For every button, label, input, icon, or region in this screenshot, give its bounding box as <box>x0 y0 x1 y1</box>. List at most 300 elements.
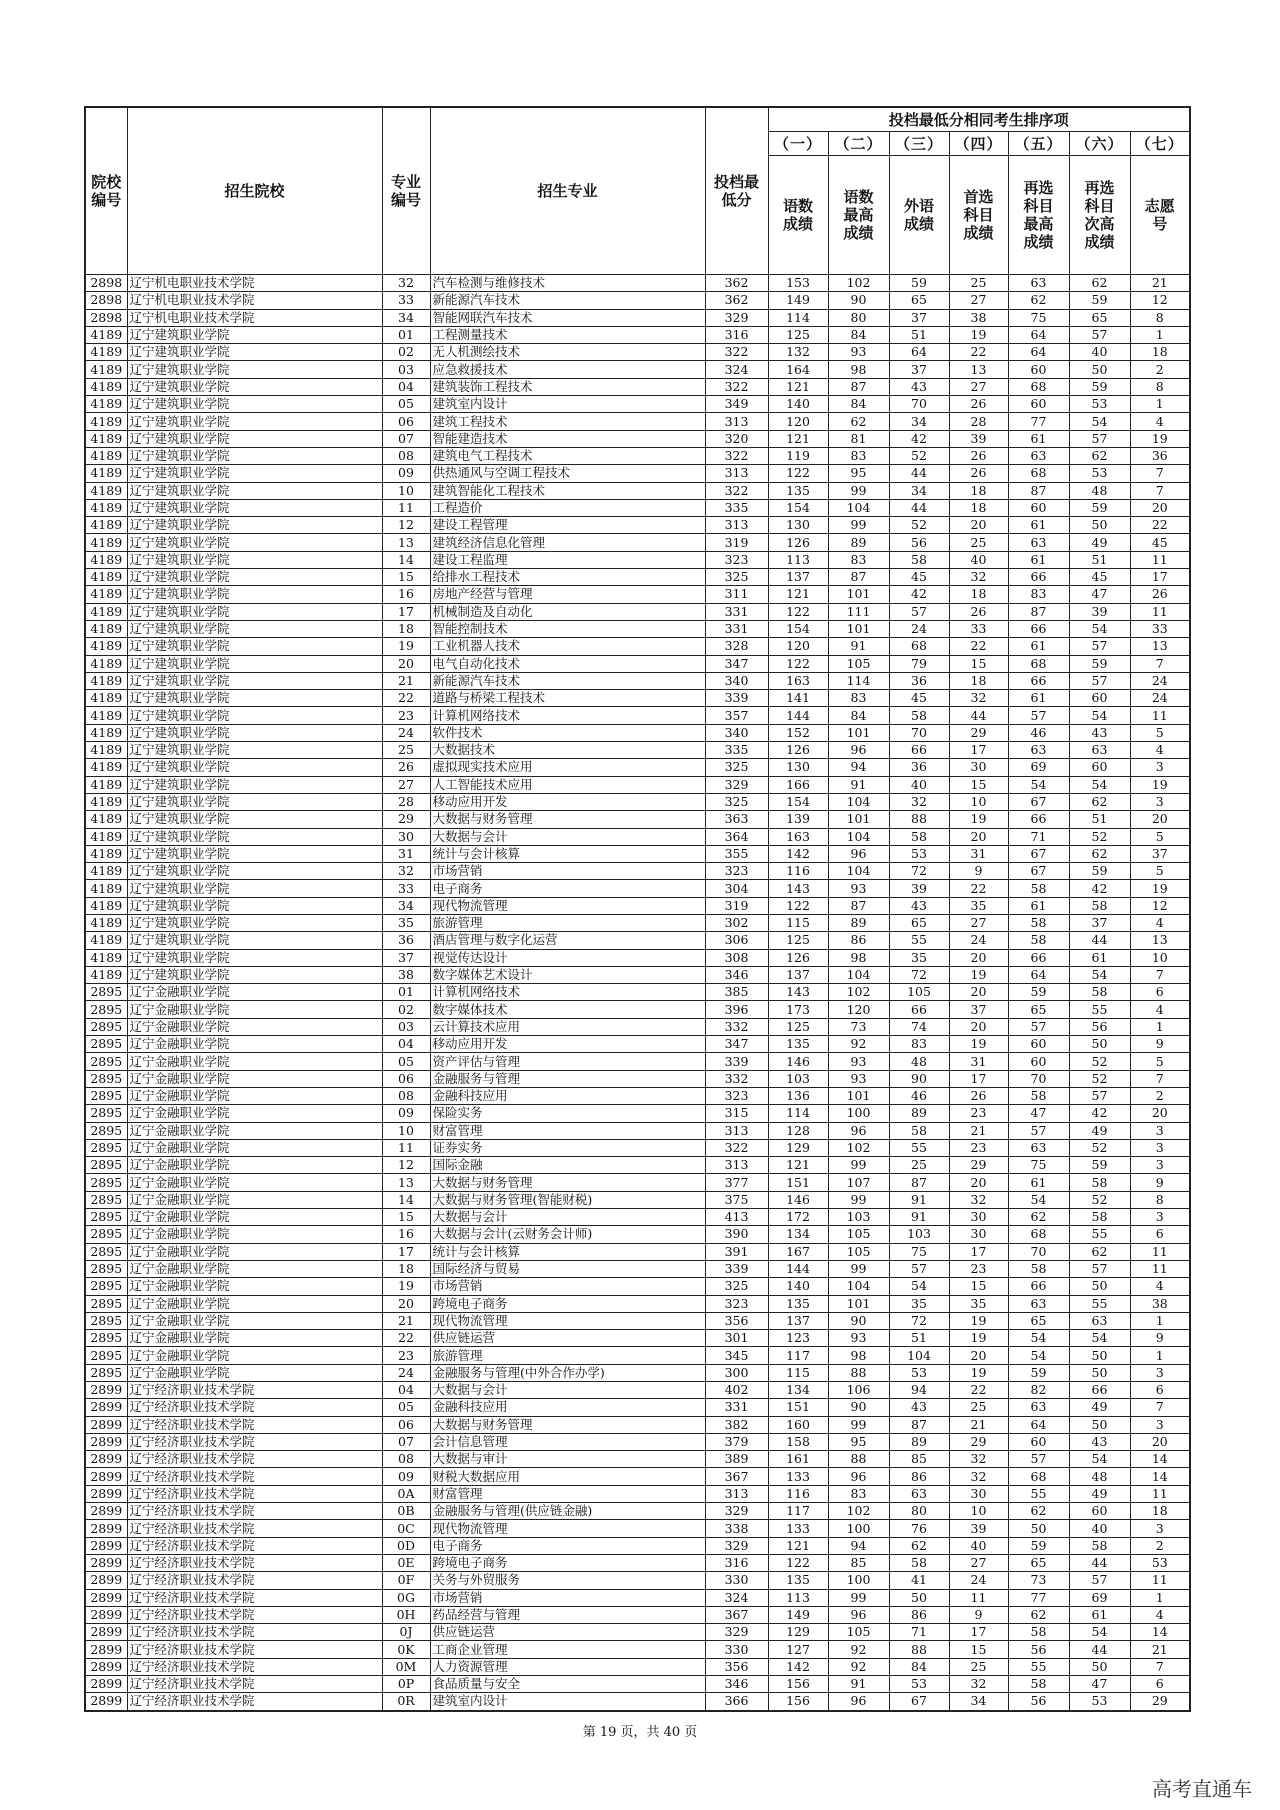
cell-score-yushu: 167 <box>768 1243 828 1260</box>
cell-school-name: 辽宁建筑职业学院 <box>127 344 382 361</box>
cell-score-yushu-max: 96 <box>828 1122 889 1139</box>
admission-score-table <box>84 106 1191 1712</box>
cell-school-code: 2898 <box>85 309 127 326</box>
cell-score-reselect-max: 61 <box>1008 638 1069 655</box>
cell-major-code: 06 <box>382 1416 430 1433</box>
cell-score-yushu: 117 <box>768 1503 828 1520</box>
cell-choice-no: 2 <box>1130 361 1190 378</box>
table-row <box>85 655 1190 672</box>
cell-major-name: 移动应用开发 <box>430 1036 705 1053</box>
cell-school-name: 辽宁经济职业技术学院 <box>127 1572 382 1589</box>
cell-choice-no: 3 <box>1130 1157 1190 1174</box>
cell-score-yushu-max: 83 <box>828 690 889 707</box>
cell-score-first-subject: 20 <box>949 949 1008 966</box>
cell-score-first-subject: 30 <box>949 1485 1008 1502</box>
cell-score-yushu-max: 99 <box>828 1589 889 1606</box>
cell-major-name: 建筑智能化工程技术 <box>430 482 705 499</box>
cell-min-score: 313 <box>705 465 768 482</box>
cell-major-code: 22 <box>382 690 430 707</box>
cell-min-score: 346 <box>705 966 768 983</box>
cell-school-name: 辽宁建筑职业学院 <box>127 949 382 966</box>
cell-major-code: 24 <box>382 724 430 741</box>
cell-score-foreign: 58 <box>889 1122 949 1139</box>
cell-score-yushu: 130 <box>768 517 828 534</box>
cell-score-reselect-max: 61 <box>1008 690 1069 707</box>
cell-min-score: 319 <box>705 897 768 914</box>
cell-school-code: 4189 <box>85 569 127 586</box>
cell-school-name: 辽宁金融职业学院 <box>127 1330 382 1347</box>
table-row <box>85 447 1190 464</box>
table-row <box>85 1364 1190 1381</box>
cell-major-code: 14 <box>382 1191 430 1208</box>
cell-score-reselect-second: 55 <box>1069 1001 1130 1018</box>
cell-choice-no: 29 <box>1130 1693 1190 1711</box>
table-row <box>85 1312 1190 1329</box>
cell-min-score: 302 <box>705 914 768 931</box>
cell-score-foreign: 54 <box>889 1278 949 1295</box>
cell-min-score: 329 <box>705 1537 768 1554</box>
cell-score-reselect-second: 43 <box>1069 1433 1130 1450</box>
cell-score-first-subject: 15 <box>949 1278 1008 1295</box>
cell-school-name: 辽宁建筑职业学院 <box>127 482 382 499</box>
cell-major-name: 金融服务与管理 <box>430 1070 705 1087</box>
cell-score-reselect-max: 56 <box>1008 1693 1069 1711</box>
cell-min-score: 413 <box>705 1209 768 1226</box>
cell-major-name: 资产评估与管理 <box>430 1053 705 1070</box>
cell-score-reselect-max: 70 <box>1008 1070 1069 1087</box>
cell-school-code: 4189 <box>85 603 127 620</box>
cell-choice-no: 13 <box>1130 932 1190 949</box>
cell-school-code: 4189 <box>85 551 127 568</box>
cell-school-name: 辽宁建筑职业学院 <box>127 707 382 724</box>
cell-school-name: 辽宁机电职业技术学院 <box>127 292 382 309</box>
cell-choice-no: 7 <box>1130 1399 1190 1416</box>
cell-major-code: 13 <box>382 1174 430 1191</box>
table-row <box>85 1070 1190 1087</box>
cell-school-code: 4189 <box>85 863 127 880</box>
cell-score-yushu-max: 91 <box>828 1676 889 1693</box>
cell-school-code: 4189 <box>85 655 127 672</box>
cell-min-score: 340 <box>705 724 768 741</box>
cell-min-score: 313 <box>705 1157 768 1174</box>
cell-choice-no: 3 <box>1130 793 1190 810</box>
cell-score-reselect-max: 63 <box>1008 534 1069 551</box>
cell-major-code: 09 <box>382 1105 430 1122</box>
table-row <box>85 1589 1190 1606</box>
cell-score-first-subject: 35 <box>949 1295 1008 1312</box>
cell-score-reselect-max: 77 <box>1008 1589 1069 1606</box>
cell-school-name: 辽宁建筑职业学院 <box>127 551 382 568</box>
cell-min-score: 325 <box>705 569 768 586</box>
cell-score-yushu: 120 <box>768 413 828 430</box>
cell-major-name: 大数据与会计 <box>430 1382 705 1399</box>
cell-score-yushu: 149 <box>768 292 828 309</box>
cell-score-yushu: 130 <box>768 759 828 776</box>
cell-min-score: 367 <box>705 1606 768 1623</box>
cell-min-score: 331 <box>705 603 768 620</box>
cell-min-score: 313 <box>705 1485 768 1502</box>
cell-score-reselect-second: 62 <box>1069 845 1130 862</box>
cell-score-reselect-second: 61 <box>1069 949 1130 966</box>
cell-score-first-subject: 10 <box>949 793 1008 810</box>
cell-major-code: 13 <box>382 534 430 551</box>
cell-score-reselect-max: 70 <box>1008 1243 1069 1260</box>
cell-score-first-subject: 20 <box>949 517 1008 534</box>
cell-school-code: 4189 <box>85 586 127 603</box>
cell-score-foreign: 87 <box>889 1416 949 1433</box>
cell-score-foreign: 34 <box>889 413 949 430</box>
cell-min-score: 322 <box>705 378 768 395</box>
table-row <box>85 1018 1190 1035</box>
cell-score-yushu-max: 62 <box>828 413 889 430</box>
table-row <box>85 534 1190 551</box>
cell-score-first-subject: 30 <box>949 759 1008 776</box>
cell-school-name: 辽宁建筑职业学院 <box>127 880 382 897</box>
cell-major-code: 08 <box>382 1087 430 1104</box>
cell-score-foreign: 87 <box>889 1174 949 1191</box>
cell-score-reselect-second: 57 <box>1069 1087 1130 1104</box>
cell-score-reselect-max: 66 <box>1008 672 1069 689</box>
cell-choice-no: 5 <box>1130 828 1190 845</box>
cell-school-code: 2895 <box>85 1122 127 1139</box>
cell-school-code: 4189 <box>85 482 127 499</box>
table-row <box>85 638 1190 655</box>
table-row <box>85 517 1190 534</box>
cell-choice-no: 4 <box>1130 413 1190 430</box>
cell-score-reselect-max: 55 <box>1008 1658 1069 1675</box>
cell-choice-no: 11 <box>1130 1243 1190 1260</box>
cell-score-reselect-max: 75 <box>1008 1157 1069 1174</box>
cell-score-first-subject: 10 <box>949 1503 1008 1520</box>
cell-score-reselect-second: 59 <box>1069 863 1130 880</box>
cell-score-reselect-max: 58 <box>1008 1260 1069 1277</box>
cell-score-yushu: 123 <box>768 1330 828 1347</box>
cell-school-code: 4189 <box>85 430 127 447</box>
cell-school-code: 2895 <box>85 1260 127 1277</box>
cell-school-name: 辽宁建筑职业学院 <box>127 603 382 620</box>
table-row <box>85 1243 1190 1260</box>
cell-school-name: 辽宁经济职业技术学院 <box>127 1693 382 1711</box>
cell-score-foreign: 90 <box>889 1070 949 1087</box>
cell-score-foreign: 58 <box>889 1554 949 1571</box>
cell-score-yushu: 103 <box>768 1070 828 1087</box>
cell-score-reselect-second: 49 <box>1069 1399 1130 1416</box>
table-row <box>85 863 1190 880</box>
cell-score-foreign: 53 <box>889 1676 949 1693</box>
cell-score-first-subject: 23 <box>949 1139 1008 1156</box>
cell-score-foreign: 24 <box>889 620 949 637</box>
cell-min-score: 347 <box>705 1036 768 1053</box>
cell-choice-no: 37 <box>1130 845 1190 862</box>
cell-score-first-subject: 32 <box>949 1191 1008 1208</box>
cell-score-foreign: 67 <box>889 1693 949 1711</box>
cell-score-first-subject: 25 <box>949 534 1008 551</box>
cell-score-yushu: 146 <box>768 1191 828 1208</box>
cell-score-reselect-max: 73 <box>1008 1572 1069 1589</box>
cell-choice-no: 22 <box>1130 517 1190 534</box>
cell-school-name: 辽宁建筑职业学院 <box>127 569 382 586</box>
cell-major-name: 计算机网络技术 <box>430 707 705 724</box>
cell-major-code: 20 <box>382 1295 430 1312</box>
cell-score-first-subject: 21 <box>949 1122 1008 1139</box>
cell-major-code: 17 <box>382 1243 430 1260</box>
cell-choice-no: 7 <box>1130 482 1190 499</box>
cell-major-code: 01 <box>382 984 430 1001</box>
table-row <box>85 1105 1190 1122</box>
cell-major-name: 食品质量与安全 <box>430 1676 705 1693</box>
cell-major-code: 05 <box>382 396 430 413</box>
cell-choice-no: 13 <box>1130 638 1190 655</box>
cell-major-code: 0H <box>382 1606 430 1623</box>
cell-score-foreign: 57 <box>889 603 949 620</box>
cell-school-code: 2899 <box>85 1416 127 1433</box>
cell-school-code: 2895 <box>85 1243 127 1260</box>
cell-major-name: 数字媒体艺术设计 <box>430 966 705 983</box>
cell-score-yushu-max: 99 <box>828 1416 889 1433</box>
cell-school-code: 2899 <box>85 1572 127 1589</box>
cell-major-code: 10 <box>382 1122 430 1139</box>
watermark-text: 高考直通车 <box>1152 1777 1252 1801</box>
cell-score-first-subject: 19 <box>949 1312 1008 1329</box>
table-row <box>85 1641 1190 1658</box>
table-row <box>85 551 1190 568</box>
cell-school-name: 辽宁金融职业学院 <box>127 1278 382 1295</box>
cell-choice-no: 3 <box>1130 759 1190 776</box>
cell-school-code: 4189 <box>85 690 127 707</box>
table-row <box>85 672 1190 689</box>
cell-score-yushu-max: 104 <box>828 828 889 845</box>
cell-score-reselect-second: 61 <box>1069 1606 1130 1623</box>
cell-school-name: 辽宁经济职业技术学院 <box>127 1416 382 1433</box>
cell-school-name: 辽宁经济职业技术学院 <box>127 1382 382 1399</box>
cell-score-yushu-max: 105 <box>828 1226 889 1243</box>
cell-score-reselect-max: 65 <box>1008 1001 1069 1018</box>
cell-min-score: 355 <box>705 845 768 862</box>
cell-school-code: 2895 <box>85 1070 127 1087</box>
cell-major-code: 04 <box>382 378 430 395</box>
cell-choice-no: 11 <box>1130 707 1190 724</box>
table-row <box>85 1036 1190 1053</box>
cell-score-foreign: 72 <box>889 863 949 880</box>
cell-score-first-subject: 24 <box>949 1572 1008 1589</box>
cell-score-foreign: 89 <box>889 1105 949 1122</box>
cell-school-code: 2895 <box>85 1139 127 1156</box>
cell-school-name: 辽宁金融职业学院 <box>127 1053 382 1070</box>
cell-score-reselect-second: 42 <box>1069 880 1130 897</box>
cell-score-foreign: 71 <box>889 1624 949 1641</box>
rank-choice-no-label: 志愿号 <box>1130 156 1190 275</box>
cell-choice-no: 3 <box>1130 1364 1190 1381</box>
cell-min-score: 329 <box>705 309 768 326</box>
cell-major-code: 26 <box>382 759 430 776</box>
cell-score-reselect-second: 59 <box>1069 292 1130 309</box>
cell-score-reselect-max: 66 <box>1008 949 1069 966</box>
cell-score-yushu: 144 <box>768 707 828 724</box>
cell-score-yushu-max: 96 <box>828 1468 889 1485</box>
cell-score-reselect-second: 52 <box>1069 1191 1130 1208</box>
cell-score-yushu-max: 101 <box>828 1087 889 1104</box>
cell-school-name: 辽宁金融职业学院 <box>127 1087 382 1104</box>
cell-school-code: 4189 <box>85 326 127 343</box>
cell-score-reselect-second: 59 <box>1069 655 1130 672</box>
cell-school-name: 辽宁金融职业学院 <box>127 1070 382 1087</box>
cell-school-name: 辽宁金融职业学院 <box>127 1036 382 1053</box>
cell-major-code: 35 <box>382 914 430 931</box>
cell-score-first-subject: 19 <box>949 1330 1008 1347</box>
cell-score-reselect-max: 57 <box>1008 1122 1069 1139</box>
cell-score-reselect-second: 57 <box>1069 672 1130 689</box>
cell-score-first-subject: 18 <box>949 499 1008 516</box>
cell-score-reselect-max: 60 <box>1008 361 1069 378</box>
table-row <box>85 361 1190 378</box>
cell-major-name: 现代物流管理 <box>430 897 705 914</box>
cell-score-yushu: 125 <box>768 1018 828 1035</box>
cell-school-name: 辽宁建筑职业学院 <box>127 811 382 828</box>
cell-score-foreign: 51 <box>889 1330 949 1347</box>
cell-major-code: 0C <box>382 1520 430 1537</box>
cell-score-foreign: 103 <box>889 1226 949 1243</box>
cell-score-first-subject: 24 <box>949 932 1008 949</box>
cell-choice-no: 7 <box>1130 1658 1190 1675</box>
cell-score-first-subject: 30 <box>949 1226 1008 1243</box>
cell-major-code: 0R <box>382 1693 430 1711</box>
cell-score-reselect-second: 49 <box>1069 1485 1130 1502</box>
cell-school-name: 辽宁建筑职业学院 <box>127 759 382 776</box>
cell-score-yushu: 120 <box>768 638 828 655</box>
cell-score-reselect-second: 62 <box>1069 1243 1130 1260</box>
cell-school-code: 4189 <box>85 880 127 897</box>
cell-major-code: 07 <box>382 430 430 447</box>
table-row <box>85 1295 1190 1312</box>
cell-school-code: 2899 <box>85 1468 127 1485</box>
cell-score-yushu: 115 <box>768 914 828 931</box>
cell-major-code: 14 <box>382 551 430 568</box>
cell-score-first-subject: 26 <box>949 603 1008 620</box>
cell-school-code: 2895 <box>85 1295 127 1312</box>
cell-score-yushu-max: 102 <box>828 1139 889 1156</box>
cell-min-score: 322 <box>705 344 768 361</box>
cell-major-name: 金融服务与管理(供应链金融) <box>430 1503 705 1520</box>
cell-score-yushu-max: 90 <box>828 1312 889 1329</box>
cell-score-reselect-max: 58 <box>1008 1624 1069 1641</box>
table-row <box>85 1209 1190 1226</box>
cell-score-reselect-max: 64 <box>1008 966 1069 983</box>
cell-score-yushu-max: 95 <box>828 1433 889 1450</box>
cell-score-reselect-second: 57 <box>1069 1572 1130 1589</box>
cell-score-yushu-max: 87 <box>828 897 889 914</box>
cell-score-yushu-max: 106 <box>828 1382 889 1399</box>
cell-min-score: 385 <box>705 984 768 1001</box>
cell-school-name: 辽宁建筑职业学院 <box>127 793 382 810</box>
cell-choice-no: 6 <box>1130 1226 1190 1243</box>
table-row <box>85 707 1190 724</box>
cell-score-reselect-max: 64 <box>1008 1416 1069 1433</box>
cell-major-name: 关务与外贸服务 <box>430 1572 705 1589</box>
cell-score-first-subject: 22 <box>949 880 1008 897</box>
cell-score-first-subject: 17 <box>949 1070 1008 1087</box>
cell-score-yushu: 122 <box>768 897 828 914</box>
cell-score-yushu-max: 96 <box>828 1606 889 1623</box>
cell-choice-no: 19 <box>1130 430 1190 447</box>
cell-score-reselect-max: 63 <box>1008 742 1069 759</box>
cell-min-score: 301 <box>705 1330 768 1347</box>
rank-yushu-max-label: 语数最高成绩 <box>828 156 889 275</box>
cell-school-name: 辽宁建筑职业学院 <box>127 776 382 793</box>
cell-school-name: 辽宁金融职业学院 <box>127 1139 382 1156</box>
cell-score-first-subject: 20 <box>949 1174 1008 1191</box>
cell-score-reselect-second: 59 <box>1069 1157 1130 1174</box>
table-row <box>85 1485 1190 1502</box>
cell-choice-no: 45 <box>1130 534 1190 551</box>
cell-score-yushu: 113 <box>768 551 828 568</box>
cell-score-first-subject: 22 <box>949 638 1008 655</box>
cell-score-first-subject: 25 <box>949 1399 1008 1416</box>
cell-score-yushu: 146 <box>768 1053 828 1070</box>
cell-school-name: 辽宁建筑职业学院 <box>127 655 382 672</box>
cell-score-reselect-second: 57 <box>1069 1260 1130 1277</box>
cell-school-code: 2895 <box>85 1278 127 1295</box>
cell-major-name: 建设工程监理 <box>430 551 705 568</box>
cell-school-code: 4189 <box>85 413 127 430</box>
cell-choice-no: 12 <box>1130 897 1190 914</box>
cell-choice-no: 8 <box>1130 378 1190 395</box>
cell-score-reselect-second: 62 <box>1069 447 1130 464</box>
table-row <box>85 1087 1190 1104</box>
table-row <box>85 880 1190 897</box>
cell-score-yushu-max: 85 <box>828 1554 889 1571</box>
cell-major-code: 25 <box>382 742 430 759</box>
cell-school-name: 辽宁经济职业技术学院 <box>127 1554 382 1571</box>
cell-score-foreign: 39 <box>889 880 949 897</box>
cell-min-score: 316 <box>705 326 768 343</box>
cell-school-code: 4189 <box>85 620 127 637</box>
cell-school-code: 2899 <box>85 1485 127 1502</box>
rank-first-subject-number: （四） <box>949 132 1008 156</box>
cell-score-yushu-max: 104 <box>828 966 889 983</box>
cell-min-score: 315 <box>705 1105 768 1122</box>
cell-score-yushu-max: 92 <box>828 1641 889 1658</box>
cell-school-name: 辽宁金融职业学院 <box>127 1191 382 1208</box>
cell-min-score: 304 <box>705 880 768 897</box>
cell-choice-no: 12 <box>1130 292 1190 309</box>
cell-score-foreign: 84 <box>889 1658 949 1675</box>
cell-score-yushu-max: 94 <box>828 1537 889 1554</box>
cell-choice-no: 6 <box>1130 1382 1190 1399</box>
cell-score-yushu: 114 <box>768 309 828 326</box>
cell-major-name: 大数据与会计 <box>430 828 705 845</box>
cell-school-name: 辽宁建筑职业学院 <box>127 396 382 413</box>
cell-choice-no: 20 <box>1130 1433 1190 1450</box>
cell-school-code: 4189 <box>85 793 127 810</box>
cell-school-code: 2899 <box>85 1503 127 1520</box>
cell-major-name: 国际经济与贸易 <box>430 1260 705 1277</box>
table-row <box>85 1520 1190 1537</box>
cell-score-first-subject: 17 <box>949 742 1008 759</box>
cell-score-reselect-second: 48 <box>1069 482 1130 499</box>
cell-choice-no: 4 <box>1130 742 1190 759</box>
cell-choice-no: 11 <box>1130 1572 1190 1589</box>
cell-school-code: 4189 <box>85 707 127 724</box>
cell-major-code: 02 <box>382 344 430 361</box>
cell-score-reselect-max: 87 <box>1008 603 1069 620</box>
cell-major-name: 现代物流管理 <box>430 1312 705 1329</box>
cell-score-first-subject: 20 <box>949 1347 1008 1364</box>
cell-score-yushu-max: 92 <box>828 1036 889 1053</box>
cell-score-reselect-second: 55 <box>1069 1295 1130 1312</box>
table-row <box>85 1330 1190 1347</box>
cell-score-foreign: 58 <box>889 707 949 724</box>
cell-major-code: 18 <box>382 620 430 637</box>
